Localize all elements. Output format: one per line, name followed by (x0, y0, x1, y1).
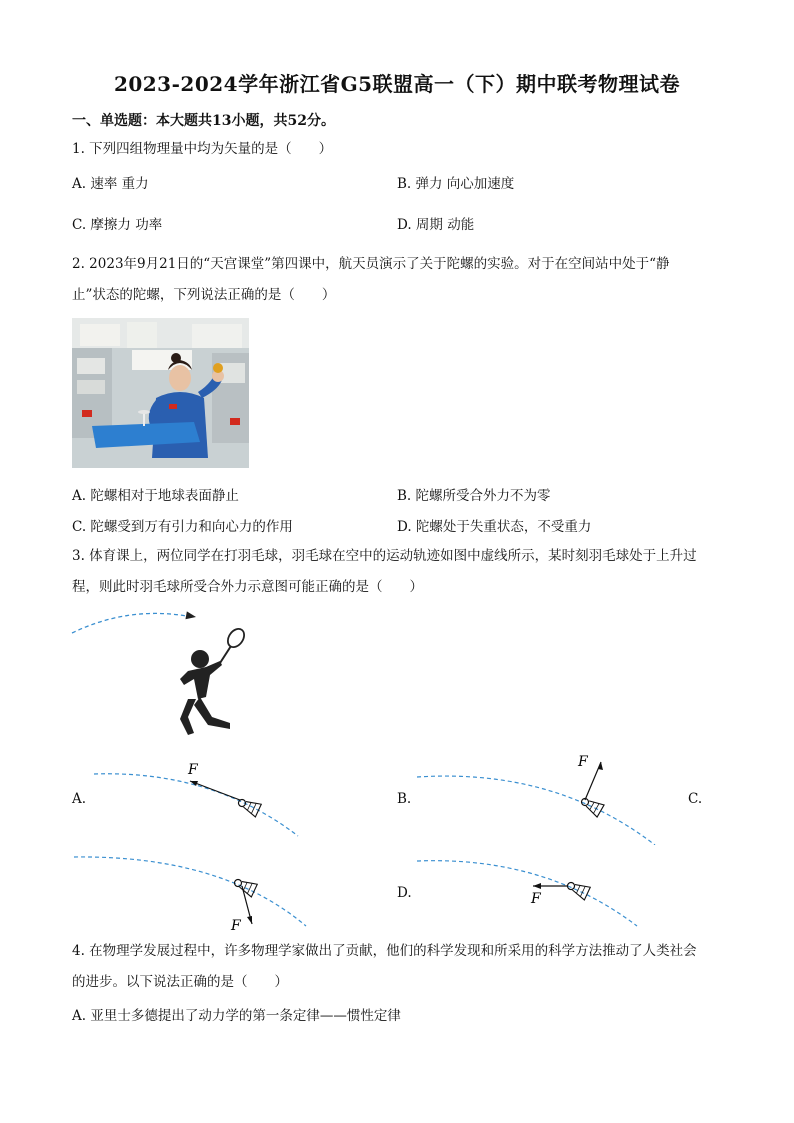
option-d-diagram (415, 850, 645, 935)
option-a-diagram (92, 758, 307, 838)
q3-label-b: B. (397, 791, 412, 807)
q2-option-a: A. 陀螺相对于地球表面静止 (72, 488, 239, 504)
q2-option-c: C. 陀螺受到万有引力和向心力的作用 (72, 519, 293, 535)
q4-option-a: A. 亚里士多德提出了动力学的第一条定律——惯性定律 (72, 1008, 401, 1024)
shuttlecock-d-icon (565, 878, 590, 900)
shuttlecock-b-icon (578, 794, 604, 817)
paper-title: 2023-2024学年浙江省G5联盟高一（下）期中联考物理试卷 (113, 72, 681, 96)
q3-label-a: A. (72, 791, 87, 807)
force-label-a: F (188, 762, 198, 778)
q3-label-d: D. (397, 885, 412, 901)
force-label-c: F (231, 918, 241, 934)
shuttlecock-icon (185, 611, 196, 621)
q3-stem-line1: 3. 体育课上，两位同学在打羽毛球，羽毛球在空中的运动轨迹如图中虚线所示，某时刻羽毛球处于上升过 (72, 548, 697, 564)
force-label-b: F (578, 754, 588, 770)
q3-stem-line2: 程，则此时羽毛球所受合外力示意图可能正确的是（ ） (72, 579, 423, 595)
q4-stem-line2: 的进步。以下说法正确的是（ ） (72, 974, 288, 990)
q4-stem-line1: 4. 在物理学发展过程中，许多物理学家做出了贡献，他们的科学发现和所采用的科学方法推动了人类社会 (72, 943, 697, 959)
q1-stem: 1. 下列四组物理量中均为矢量的是（ ） (72, 141, 333, 157)
racket-icon (225, 626, 248, 650)
option-b-diagram (415, 750, 660, 845)
q1-option-b: B. 弹力 向心加速度 (397, 176, 515, 192)
q1-option-a: A. 速率 重力 (72, 176, 149, 192)
section-heading: 一、单选题：本大题共13小题，共52分。 (72, 113, 335, 129)
q2-option-b: B. 陀螺所受合外力不为零 (397, 488, 551, 504)
q1-option-c: C. 摩擦力 功率 (72, 217, 163, 233)
option-c-diagram (72, 850, 312, 935)
shuttlecock-a-icon (236, 795, 261, 817)
q2-option-d: D. 陀螺处于失重状态，不受重力 (397, 519, 592, 535)
q1-option-d: D. 周期 动能 (397, 217, 475, 233)
trajectory-curve (72, 613, 192, 633)
force-label-d: F (531, 891, 541, 907)
q2-stem-line2: 止”状态的陀螺，下列说法正确的是（ ） (72, 287, 336, 303)
badminton-player-figure (70, 605, 270, 735)
q3-label-c: C. (688, 791, 703, 807)
q2-stem-line1: 2. 2023年9月21日的“天宫课堂”第四课中，航天员演示了关于陀螺的实验。对于在空间站中处于“静 (72, 256, 670, 272)
player-head (191, 650, 209, 668)
astronaut-photo (72, 318, 249, 468)
